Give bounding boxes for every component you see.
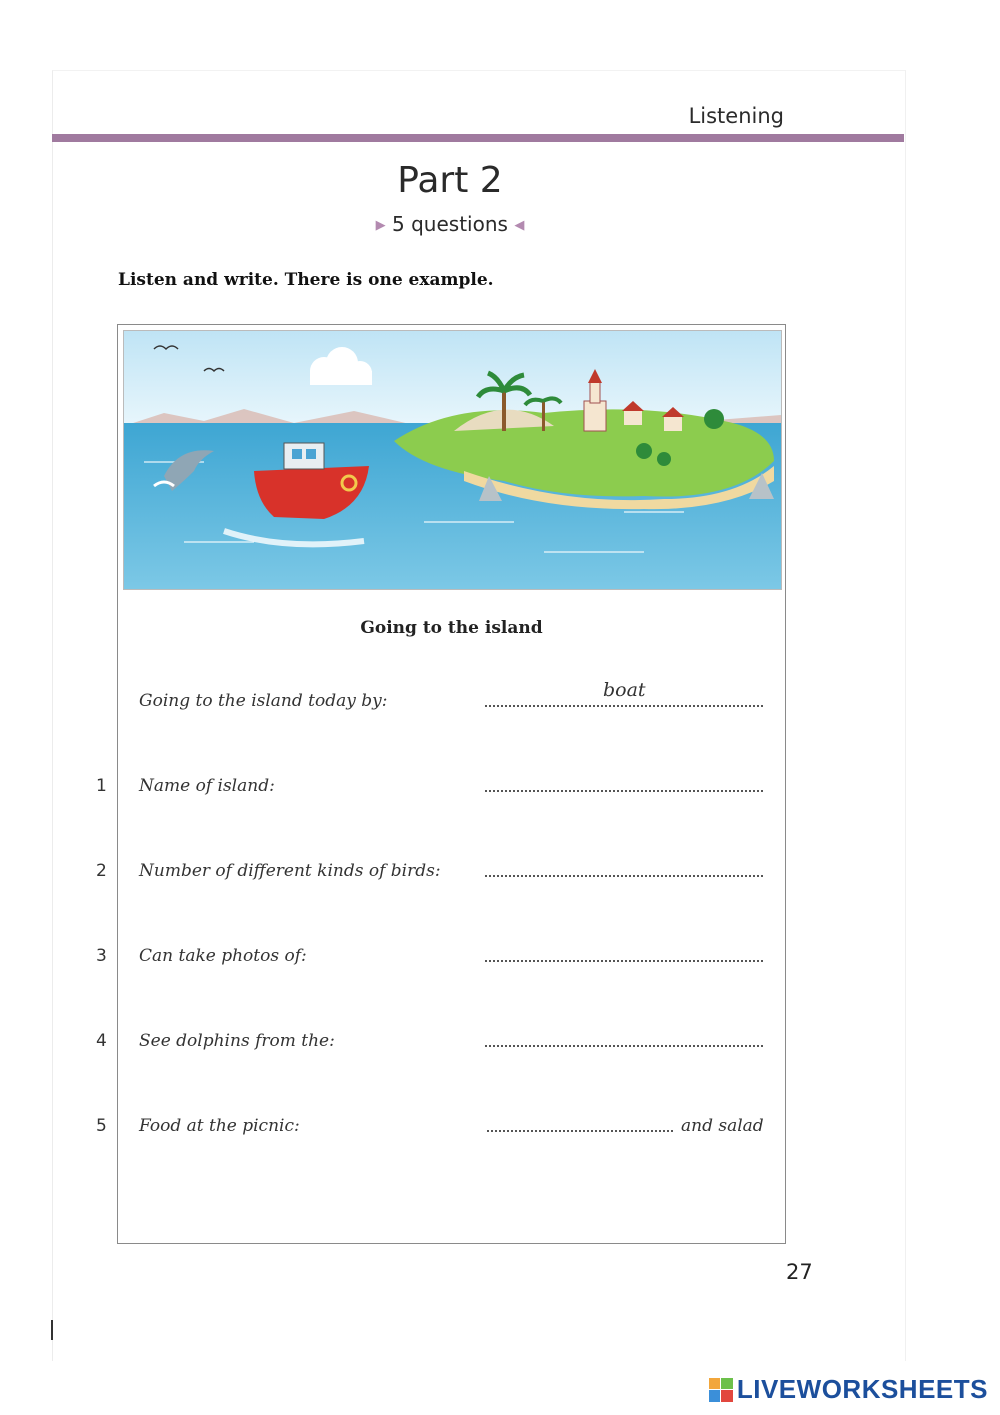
question-label: Name of island: — [139, 776, 275, 796]
question-number: 5 — [96, 1116, 107, 1136]
triangle-left-icon: ◀ — [514, 218, 525, 233]
question-row-5 — [96, 1116, 785, 1156]
answer-field-4[interactable] — [485, 1045, 763, 1047]
example-row — [118, 679, 785, 731]
example-label: Going to the island today by: — [139, 691, 388, 711]
form-title: Going to the island — [360, 618, 543, 638]
question-row-4 — [96, 1031, 785, 1071]
page-number: 27 — [786, 1260, 813, 1284]
question-label: Food at the picnic: — [139, 1116, 300, 1136]
header-divider — [52, 134, 904, 142]
instruction: Listen and write. There is one example. — [118, 270, 494, 290]
question-number: 4 — [96, 1031, 107, 1051]
question-row-1 — [96, 776, 785, 816]
question-number: 1 — [96, 776, 107, 796]
question-count — [0, 212, 900, 236]
question-label: Number of different kinds of birds: — [139, 861, 441, 881]
worksheet-box — [96, 324, 786, 1244]
answer-field-5[interactable] — [487, 1130, 673, 1132]
triangle-right-icon: ▶ — [375, 218, 386, 233]
answer-field-3[interactable] — [485, 960, 763, 962]
answer-field-1[interactable] — [485, 790, 763, 792]
island-illustration — [123, 330, 782, 590]
sea-island-illustration — [124, 331, 781, 589]
question-number: 2 — [96, 861, 107, 881]
answer-field-2[interactable] — [485, 875, 763, 877]
brand-logo[interactable] — [709, 1374, 988, 1405]
section-label: Listening — [688, 104, 784, 128]
question-row-3 — [96, 946, 785, 986]
question-number: 3 — [96, 946, 107, 966]
brand-logo-icon — [709, 1378, 733, 1402]
answer-suffix: and salad — [681, 1116, 764, 1136]
question-count-label: 5 questions — [392, 212, 508, 236]
example-answer-line — [485, 705, 763, 707]
part-title: Part 2 — [397, 160, 503, 201]
brand-name: LIVEWORKSHEETS — [736, 1374, 988, 1404]
question-row-2 — [96, 861, 785, 901]
margin-mark — [51, 1320, 53, 1340]
example-answer: boat — [603, 679, 646, 701]
question-label: Can take photos of: — [139, 946, 307, 966]
question-label: See dolphins from the: — [139, 1031, 335, 1051]
